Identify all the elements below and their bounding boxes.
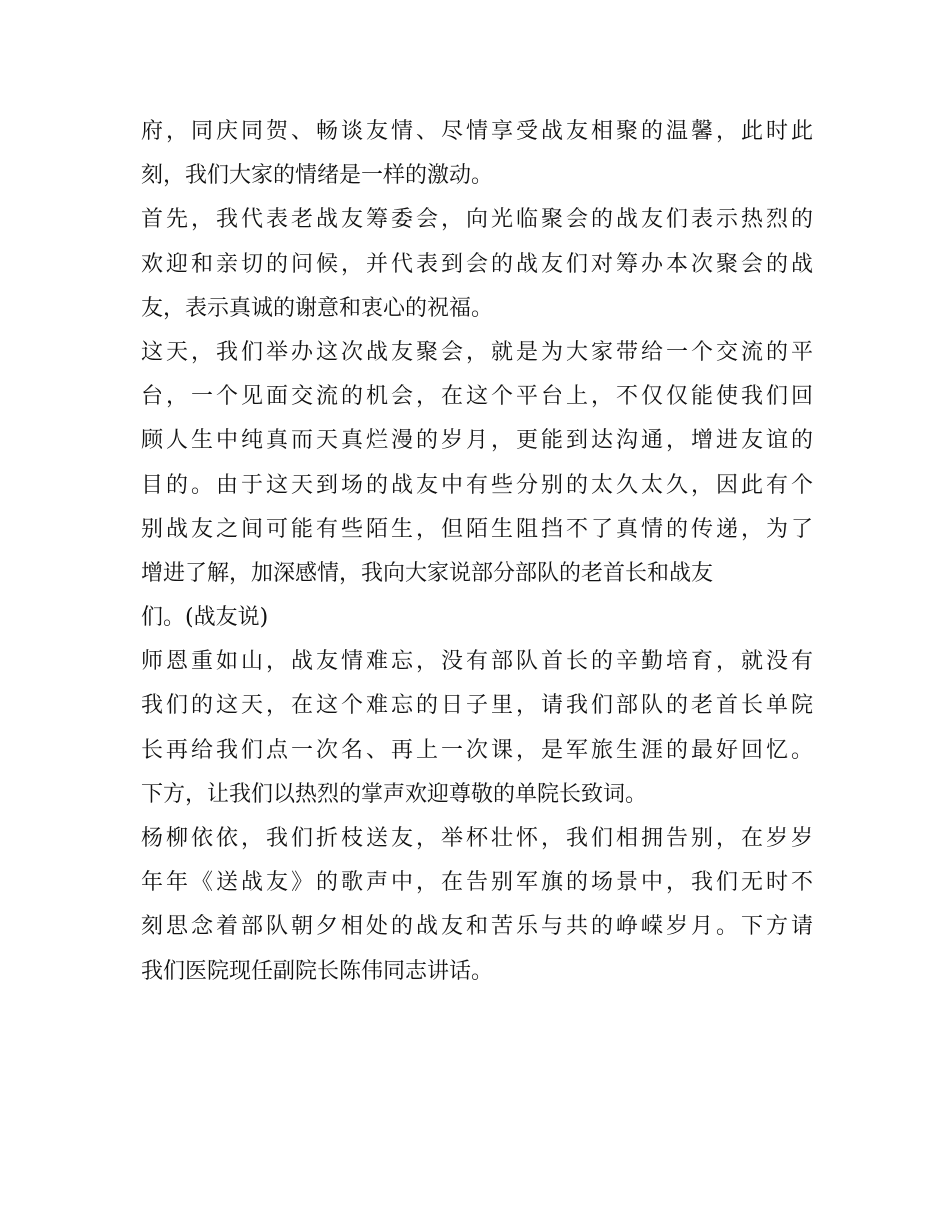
text-line: 目的。由于这天到场的战友中有些分别的太久太久，因此有个 xyxy=(141,472,813,498)
document-body xyxy=(141,110,813,994)
text-line: 府，同庆同贺、畅谈友情、尽情享受战友相聚的温馨，此时此 xyxy=(141,119,813,144)
text-line: 刻思念着部队朝夕相处的战友和苦乐与共的峥嵘岁月。下方请 xyxy=(141,914,813,940)
text-line: 欢迎和亲切的问候，并代表到会的战友们对筹办本次聚会的战 xyxy=(141,251,813,277)
text-line: 我们的这天，在这个难忘的日子里，请我们部队的老首长单院 xyxy=(141,693,813,719)
text-line: 师恩重如山，战友情难忘，没有部队首长的辛勤培育，就没有 xyxy=(141,649,813,675)
text-line: 年年《送战友》的歌声中，在告别军旗的场景中，我们无时不 xyxy=(141,870,813,896)
text-line: 长再给我们点一次名、再上一次课，是军旅生涯的最好回忆。 xyxy=(141,737,813,763)
text-line: 友，表示真诚的谢意和衷心的祝福。 xyxy=(141,295,494,321)
text-line: 台，一个见面交流的机会，在这个平台上，不仅仅能使我们回 xyxy=(141,384,813,410)
text-line: 杨柳依依，我们折枝送友，举杯壮怀，我们相拥告别，在岁岁 xyxy=(141,826,813,851)
text-line: 顾人生中纯真而天真烂漫的岁月，更能到达沟通，增进友谊的 xyxy=(141,428,813,454)
text-line: 我们医院现任副院长陈伟同志讲话。 xyxy=(141,958,494,984)
text-line: 这天，我们举办这次战友聚会，就是为大家带给一个交流的平 xyxy=(141,339,813,365)
text-line: 别战友之间可能有些陌生，但陌生阻挡不了真情的传递，为了 xyxy=(141,516,813,542)
text-line: 增进了解，加深感情，我向大家说部分部队的老首长和战友 xyxy=(141,560,714,586)
text-line: 首先，我代表老战友筹委会，向光临聚会的战友们表示热烈的 xyxy=(141,207,813,233)
text-line: 刻，我们大家的情绪是一样的激动。 xyxy=(141,163,494,189)
text-line: 们。(战友说) xyxy=(141,605,269,631)
text-line: 下方，让我们以热烈的掌声欢迎尊敬的单院长致词。 xyxy=(141,781,648,807)
